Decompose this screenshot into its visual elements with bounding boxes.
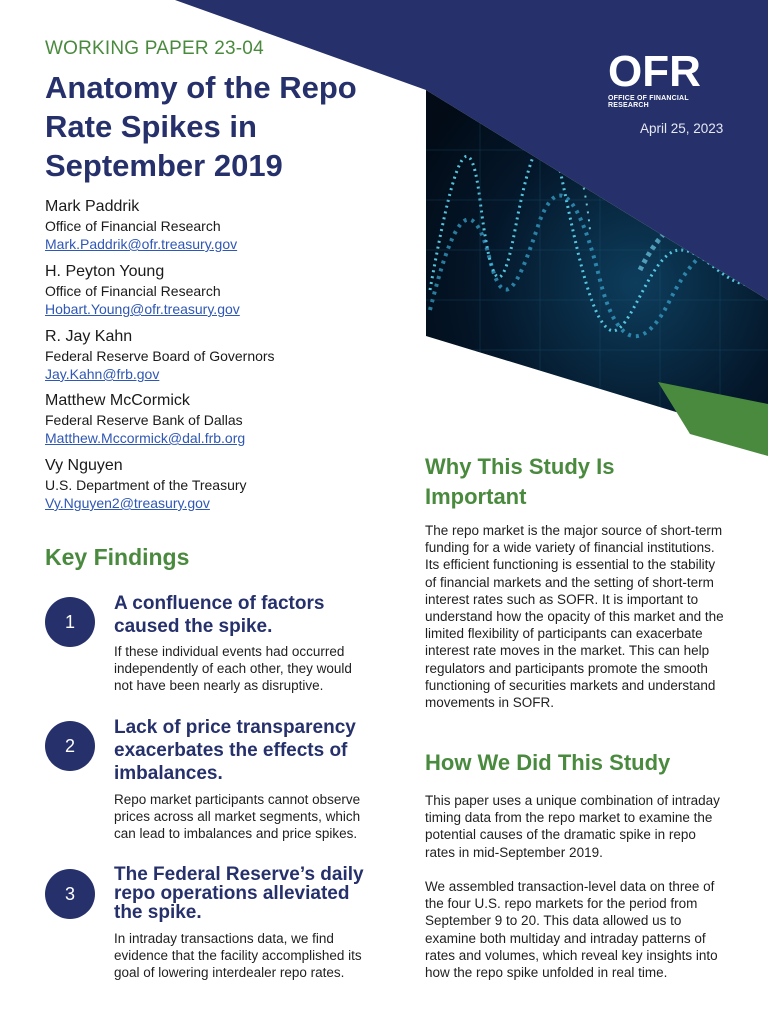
author-email-link[interactable]: Hobart.Young@ofr.treasury.gov bbox=[45, 301, 240, 317]
ofr-logo-subtitle: OFFICE OF FINANCIAL RESEARCH bbox=[608, 95, 689, 109]
publication-date: April 25, 2023 bbox=[640, 121, 724, 136]
page-title: Anatomy of the Repo Rate Spikes in September 2019 bbox=[45, 70, 357, 183]
author-name: R. Jay Kahn bbox=[45, 328, 133, 345]
why-study-heading: Why This Study Is Important bbox=[425, 454, 615, 509]
author-name: Vy Nguyen bbox=[45, 457, 123, 474]
finding-number-badge: 1 bbox=[45, 597, 95, 647]
author-block bbox=[45, 391, 375, 447]
author-block bbox=[45, 327, 375, 383]
author-name: H. Peyton Young bbox=[45, 263, 165, 280]
author-email-link[interactable]: Mark.Paddrik@ofr.treasury.gov bbox=[45, 236, 238, 252]
working-paper-label: WORKING PAPER 23-04 bbox=[45, 38, 264, 59]
author-block bbox=[45, 262, 375, 318]
author-affiliation: U.S. Department of the Treasury bbox=[45, 477, 247, 493]
author-name: Mark Paddrik bbox=[45, 198, 140, 215]
author-block bbox=[45, 456, 375, 512]
finding-body: In intraday transactions data, we find evidence that the facility accomplished its goal of lowering interdealer repo rates. bbox=[114, 931, 362, 980]
how-study-body-2: We assembled transaction-level data on three of the four U.S. repo markets for the period from September 9 to 20. This data allowed us to examine both multiday and intraday patterns of rates and volumes, which reveal key insights into how the repo spike unfolded in real time. bbox=[425, 879, 718, 981]
key-findings-heading: Key Findings bbox=[45, 544, 190, 570]
finding-title: Lack of price transparency exacerbates the effects of imbalances. bbox=[114, 717, 356, 784]
finding-number-badge: 3 bbox=[45, 869, 95, 919]
author-affiliation: Federal Reserve Board of Governors bbox=[45, 348, 275, 364]
author-email-link[interactable]: Vy.Nguyen2@treasury.gov bbox=[45, 495, 210, 511]
finding-title: The Federal Reserve’s daily repo operations alleviated the spike. bbox=[114, 864, 364, 923]
author-affiliation: Federal Reserve Bank of Dallas bbox=[45, 412, 243, 428]
ofr-logo[interactable] bbox=[608, 47, 728, 109]
author-affiliation: Office of Financial Research bbox=[45, 283, 221, 299]
finding-body: Repo market participants cannot observe prices across all market segments, which can lead to imbalances and price spikes. bbox=[114, 792, 361, 841]
finding-body: If these individual events had occurred independently of each other, they would not have been nearly as disruptive. bbox=[114, 644, 352, 693]
finding-number-badge: 2 bbox=[45, 721, 95, 771]
author-affiliation: Office of Financial Research bbox=[45, 218, 221, 234]
author-email-link[interactable]: Jay.Kahn@frb.gov bbox=[45, 366, 160, 382]
author-email-link[interactable]: Matthew.Mccormick@dal.frb.org bbox=[45, 430, 246, 446]
author-name: Matthew McCormick bbox=[45, 392, 190, 409]
author-block bbox=[45, 197, 375, 253]
how-study-body-1: This paper uses a unique combination of intraday timing data from the repo market to examine the potential causes of the dramatic spike in repo rates in mid-September 2019. bbox=[425, 793, 720, 860]
how-study-heading: How We Did This Study bbox=[425, 750, 671, 775]
finding-title: A confluence of factors caused the spike. bbox=[114, 593, 325, 637]
ofr-logo-mark: OFR bbox=[608, 47, 701, 96]
why-study-body: The repo market is the major source of short-term funding for a wide variety of financial institutions. Its efficient functioning is essential to the stability of financial markets and the setting of short-term interest rates such as SOFR. It is important to understand how the opacity of this market and the limited flexibility of participants can exacerbate interest rate moves in the market. This can help regulators and participants promote the smooth functioning of securities markets and understand movements in SOFR. bbox=[425, 523, 724, 711]
